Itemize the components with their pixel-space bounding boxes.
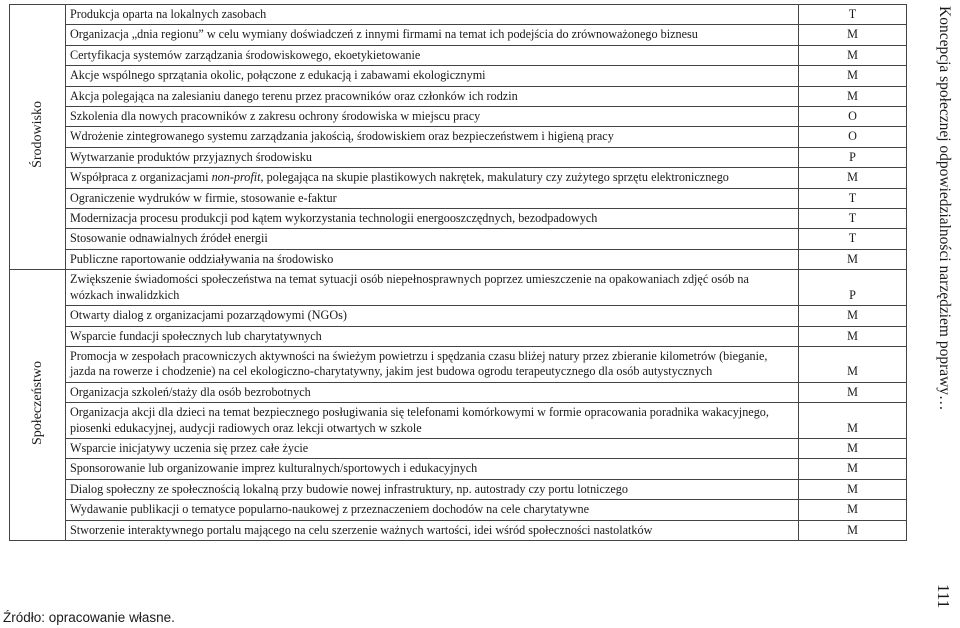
code-cell: M [799, 479, 907, 499]
activity-cell: Akcje wspólnego sprzątania okolic, połączone z edukacją i zabawami ekologicznymi [66, 66, 799, 86]
code-cell: O [799, 127, 907, 147]
activity-cell: Sponsorowanie lub organizowanie imprez kulturalnych/sportowych i edukacyjnych [66, 459, 799, 479]
code-cell: P [799, 147, 907, 167]
activities-table [9, 4, 907, 541]
code-cell: T [799, 229, 907, 249]
table-row [10, 382, 907, 402]
code-cell: M [799, 86, 907, 106]
category-society [10, 270, 66, 541]
table-row [10, 66, 907, 86]
code-cell: M [799, 500, 907, 520]
activity-cell: Otwarty dialog z organizacjami pozarządowymi (NGOs) [66, 306, 799, 326]
table-row [10, 229, 907, 249]
table-row [10, 270, 907, 306]
code-cell: T [799, 209, 907, 229]
category-label: Środowisko [29, 101, 45, 169]
activity-cell: Wdrożenie zintegrowanego systemu zarządzania jakością, środowiskiem oraz bezpieczeństwem i higieną pracy [66, 127, 799, 147]
activity-cell: Stworzenie interaktywnego portalu mającego na celu szerzenie ważnych wartości, idei wśród społeczności nastolatków [66, 520, 799, 540]
table-row [10, 127, 907, 147]
running-title: Koncepcja społecznej odpowiedzialności narzędziem poprawy… [936, 6, 953, 411]
table-row [10, 107, 907, 127]
activity-cell: Wydawanie publikacji o tematyce popularno-naukowej z przeznaczeniem dochodów na cele charytatywne [66, 500, 799, 520]
activity-cell: Publiczne raportowanie oddziaływania na środowisko [66, 249, 799, 269]
activity-cell: Stosowanie odnawialnych źródeł energii [66, 229, 799, 249]
activity-text-italic: non-profit, [211, 170, 264, 185]
code-cell: M [799, 66, 907, 86]
activity-text-end: polegająca na skupie plastikowych nakrętek, makulatury czy zużytego sprzętu elektronicznego [263, 170, 729, 185]
code-cell: M [799, 382, 907, 402]
table-row [10, 459, 907, 479]
activity-cell: Wytwarzanie produktów przyjaznych środowisku [66, 147, 799, 167]
code-cell: O [799, 107, 907, 127]
code-cell: M [799, 168, 907, 188]
activity-cell: Akcja polegająca na zalesianiu danego terenu przez pracowników oraz członków ich rodzin [66, 86, 799, 106]
code-cell: M [799, 25, 907, 45]
code-cell: M [799, 438, 907, 458]
table-row [10, 403, 907, 439]
table-row [10, 346, 907, 382]
table-row [10, 306, 907, 326]
table-row [10, 326, 907, 346]
activity-cell: Wsparcie inicjatywy uczenia się przez całe życie [66, 438, 799, 458]
table-row [10, 209, 907, 229]
table-row [10, 45, 907, 65]
page-number: 111 [934, 584, 953, 609]
table-row [10, 25, 907, 45]
table-row [10, 249, 907, 269]
category-label: Społeczeństwo [29, 360, 45, 445]
activity-cell: Szkolenia dla nowych pracowników z zakresu ochrony środowiska w miejscu pracy [66, 107, 799, 127]
code-cell: P [799, 270, 907, 306]
activity-text-start: Współpraca z organizacjami [70, 170, 212, 185]
code-cell: M [799, 346, 907, 382]
table-row [10, 438, 907, 458]
activity-cell: Wsparcie fundacji społecznych lub charytatywnych [66, 326, 799, 346]
activity-cell: Produkcja oparta na lokalnych zasobach [66, 5, 799, 25]
activity-cell: Ograniczenie wydruków w firmie, stosowanie e-faktur [66, 188, 799, 208]
code-cell: T [799, 188, 907, 208]
activity-cell [66, 168, 799, 188]
activity-cell: Organizacja akcji dla dzieci na temat bezpiecznego posługiwania się telefonami komórkowymi w formie opracowania poradnika wakacyjnego, piosenki edukacyjnej, audycji radiowych oraz lekcji otwartych w szkole [66, 403, 799, 439]
activity-cell: Promocja w zespołach pracowniczych aktywności na świeżym powietrzu i spędzania czasu bliżej natury przez zbieranie kilometrów (bieganie, jazda na rowerze i chodzenie) na cel ekologiczno-charytatywny, jakim jest budowa ogrodu terapeutycznego dla osób autystycznych [66, 346, 799, 382]
activity-cell: Dialog społeczny ze społecznością lokalną przy budowie nowej infrastruktury, np. autostrady czy portu lotniczego [66, 479, 799, 499]
code-cell: M [799, 326, 907, 346]
activity-cell: Organizacja „dnia regionu” w celu wymiany doświadczeń z innymi firmami na temat ich podejścia do zrównoważonego biznesu [66, 25, 799, 45]
activity-cell: Modernizacja procesu produkcji pod kątem wykorzystania technologii energooszczędnych, bezodpadowych [66, 209, 799, 229]
table-row [10, 500, 907, 520]
code-cell: T [799, 5, 907, 25]
table-row [10, 168, 907, 188]
code-cell: M [799, 459, 907, 479]
code-cell: M [799, 520, 907, 540]
table-row [10, 147, 907, 167]
table-row [10, 188, 907, 208]
code-cell: M [799, 403, 907, 439]
category-environment [10, 5, 66, 270]
activity-cell: Certyfikacja systemów zarządzania środowiskowego, ekoetykietowanie [66, 45, 799, 65]
source-note: Źródło: opracowanie własne. [3, 610, 175, 625]
code-cell: M [799, 306, 907, 326]
table-row [10, 5, 907, 25]
code-cell: M [799, 249, 907, 269]
table-row [10, 86, 907, 106]
activity-cell: Zwiększenie świadomości społeczeństwa na temat sytuacji osób niepełnosprawnych poprzez umieszczenie na opakowaniach zdjęć osób na wózkach inwalidzkich [66, 270, 799, 306]
code-cell: M [799, 45, 907, 65]
table-row [10, 479, 907, 499]
activity-cell: Organizacja szkoleń/staży dla osób bezrobotnych [66, 382, 799, 402]
table-row [10, 520, 907, 540]
